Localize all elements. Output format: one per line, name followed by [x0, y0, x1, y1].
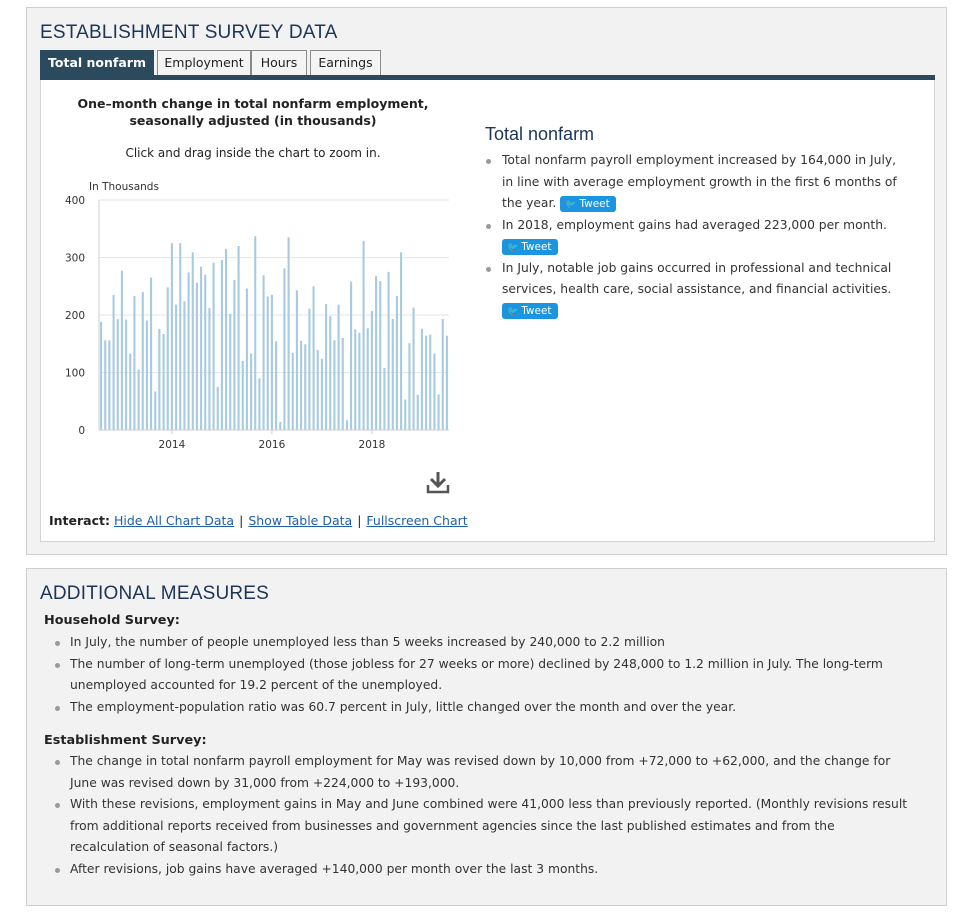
list-item: With these revisions, employment gains in May and June combined were 41,000 less than previously reported. (Monthly revisions result from additional reports received from businesses and government agencies since the last published estimates and from the recalculation of seasonal factors.): [54, 794, 914, 859]
show-table-data-link[interactable]: Show Table Data: [248, 513, 353, 528]
bar[interactable]: [304, 344, 306, 430]
hide-all-chart-data-link[interactable]: Hide All Chart Data: [113, 513, 235, 528]
bar[interactable]: [113, 295, 115, 430]
side-highlights: [485, 150, 905, 322]
bar[interactable]: [396, 296, 398, 430]
bar[interactable]: [288, 237, 290, 430]
chart-subtitle: Click and drag inside the chart to zoom in.: [125, 146, 381, 160]
twitter-bird-icon: 🐦: [507, 242, 519, 253]
twitter-bird-icon: 🐦: [565, 199, 577, 210]
bar[interactable]: [104, 340, 106, 430]
bar[interactable]: [367, 328, 369, 430]
bar[interactable]: [225, 249, 227, 430]
bar[interactable]: [383, 368, 385, 430]
bar[interactable]: [429, 335, 431, 430]
bar[interactable]: [192, 252, 194, 430]
establishment-heading: Establishment Survey:: [44, 733, 207, 748]
bar[interactable]: [392, 319, 394, 430]
tab-earnings[interactable]: Earnings: [310, 50, 381, 75]
bar[interactable]: [342, 338, 344, 430]
bar[interactable]: [404, 400, 406, 430]
bar[interactable]: [188, 272, 190, 430]
bar[interactable]: [183, 301, 185, 430]
bar[interactable]: [421, 329, 423, 430]
bar[interactable]: [200, 267, 202, 430]
bar[interactable]: [246, 289, 248, 430]
bar[interactable]: [333, 340, 335, 430]
bar[interactable]: [275, 341, 277, 430]
bar[interactable]: [408, 343, 410, 430]
bar[interactable]: [233, 280, 235, 430]
bar[interactable]: [279, 422, 281, 430]
bar[interactable]: [308, 309, 310, 430]
list-item: [485, 258, 905, 323]
bar[interactable]: [213, 263, 215, 430]
tab-employment[interactable]: Employment: [157, 50, 251, 75]
tweet-button[interactable]: [502, 303, 558, 319]
bar-chart[interactable]: [41, 175, 465, 450]
bar[interactable]: [433, 354, 435, 430]
chart-title: [41, 95, 465, 129]
list-item: The employment-population ratio was 60.7 percent in July, little changed over the month and over the year.: [54, 697, 914, 719]
establishment-list: [54, 751, 914, 880]
bar[interactable]: [283, 268, 285, 430]
tab-content: [40, 80, 935, 542]
bar[interactable]: [317, 350, 319, 430]
y-tick-label: 300: [64, 252, 85, 265]
bar[interactable]: [250, 354, 252, 430]
x-tick-label: 2014: [158, 439, 186, 450]
bar[interactable]: [300, 341, 302, 430]
highlight-text: Total nonfarm payroll employment increased by 164,000 in July, in line with average employment growth in the first 6 months of the year.: [502, 153, 897, 210]
list-item: [485, 150, 905, 215]
bar[interactable]: [296, 290, 298, 430]
y-tick-label: 100: [64, 367, 85, 380]
bar[interactable]: [163, 334, 165, 430]
tweet-label: Tweet: [579, 197, 610, 210]
list-item: The change in total nonfarm payroll employment for May was revised down by 10,000 from +72,000 to +62,000, and the change for June was revised down by 31,000 from +224,000 to +193,000.: [54, 751, 914, 794]
bar[interactable]: [438, 394, 440, 430]
panel-title: ADDITIONAL MEASURES: [40, 583, 270, 604]
bar[interactable]: [242, 361, 244, 430]
tweet-label: Tweet: [521, 305, 552, 317]
interact-bar: [49, 513, 468, 528]
bar[interactable]: [196, 283, 198, 430]
list-item: The number of long-term unemployed (those jobless for 27 weeks or more) declined by 248,000 to 1.2 million in July. The long-term unemployed accounted for 19.2 percent of the unemployed.: [54, 654, 914, 697]
list-item: After revisions, job gains have averaged +140,000 per month over the last 3 months.: [54, 859, 914, 881]
bar[interactable]: [254, 236, 256, 430]
bar[interactable]: [321, 359, 323, 430]
highlight-text: In July, notable job gains occurred in professional and technical services, health care, social assistance, and financial activities.: [502, 260, 892, 296]
separator: |: [239, 513, 244, 528]
bar[interactable]: [271, 295, 273, 430]
tweet-label: Tweet: [521, 240, 552, 253]
bar[interactable]: [142, 292, 144, 430]
bar[interactable]: [167, 287, 169, 430]
bar[interactable]: [358, 333, 360, 430]
y-tick-label: 200: [64, 310, 85, 322]
bar[interactable]: [175, 305, 177, 430]
chart-title-line1: One–month change in total nonfarm employment,: [77, 96, 429, 111]
bar[interactable]: [379, 281, 381, 430]
y-axis-label: In Thousands: [89, 181, 159, 193]
twitter-bird-icon: 🐦: [507, 307, 519, 317]
download-icon[interactable]: [426, 470, 450, 498]
bar[interactable]: [154, 391, 156, 430]
bar[interactable]: [208, 308, 210, 430]
x-tick-label: 2018: [358, 439, 386, 450]
y-tick-label: 0: [78, 425, 85, 437]
x-tick-label: 2016: [258, 439, 286, 450]
bar[interactable]: [129, 354, 131, 430]
bar[interactable]: [329, 316, 331, 430]
bar[interactable]: [325, 304, 327, 430]
bar[interactable]: [267, 297, 269, 430]
bar[interactable]: [146, 321, 148, 430]
bar[interactable]: [121, 271, 123, 430]
bar[interactable]: [263, 275, 265, 430]
bar[interactable]: [442, 319, 444, 430]
bar[interactable]: [150, 278, 152, 430]
bar[interactable]: [413, 308, 415, 430]
tab-total-nonfarm[interactable]: Total nonfarm: [40, 50, 154, 75]
bar[interactable]: [138, 370, 140, 430]
bar[interactable]: [258, 378, 260, 430]
bar[interactable]: [446, 336, 448, 430]
panel-title: ESTABLISHMENT SURVEY DATA: [40, 22, 338, 43]
chart-title-line2: seasonally adjusted (in thousands): [129, 113, 377, 128]
list-item: [485, 215, 905, 258]
bar[interactable]: [388, 272, 390, 430]
bar[interactable]: [108, 340, 110, 430]
bar[interactable]: [204, 275, 206, 430]
bar[interactable]: [313, 286, 315, 430]
tab-hours[interactable]: Hours: [251, 50, 307, 75]
bar[interactable]: [354, 329, 356, 430]
bar[interactable]: [117, 319, 119, 430]
bar[interactable]: [425, 336, 427, 430]
bar[interactable]: [338, 305, 340, 430]
highlight-text: In 2018, employment gains had averaged 223,000 per month.: [502, 217, 887, 232]
bar[interactable]: [238, 246, 240, 430]
tweet-button[interactable]: [560, 196, 616, 212]
bar[interactable]: [217, 387, 219, 430]
side-title: Total nonfarm: [485, 124, 595, 144]
tweet-button[interactable]: [502, 239, 558, 255]
additional-measures-panel: [26, 568, 947, 906]
bar[interactable]: [229, 314, 231, 430]
bar[interactable]: [221, 260, 223, 430]
bar[interactable]: [125, 320, 127, 430]
bar[interactable]: [375, 276, 377, 430]
bar[interactable]: [100, 322, 102, 430]
bar[interactable]: [400, 252, 402, 430]
household-heading: Household Survey:: [44, 613, 180, 628]
interact-label: Interact:: [49, 513, 110, 528]
y-tick-label: 400: [64, 195, 85, 207]
bar[interactable]: [171, 243, 173, 430]
bar[interactable]: [158, 329, 160, 430]
establishment-survey-panel: [26, 7, 947, 555]
bar[interactable]: [350, 282, 352, 430]
bar[interactable]: [417, 395, 419, 430]
separator: |: [357, 513, 362, 528]
list-item: In July, the number of people unemployed less than 5 weeks increased by 240,000 to 2.2 million: [54, 632, 914, 654]
bar[interactable]: [346, 420, 348, 430]
fullscreen-chart-link[interactable]: Fullscreen Chart: [366, 513, 468, 528]
bar[interactable]: [371, 311, 373, 430]
household-list: [54, 632, 914, 718]
bar[interactable]: [133, 296, 135, 430]
bar[interactable]: [363, 241, 365, 430]
bar[interactable]: [179, 243, 181, 430]
bar[interactable]: [292, 353, 294, 430]
